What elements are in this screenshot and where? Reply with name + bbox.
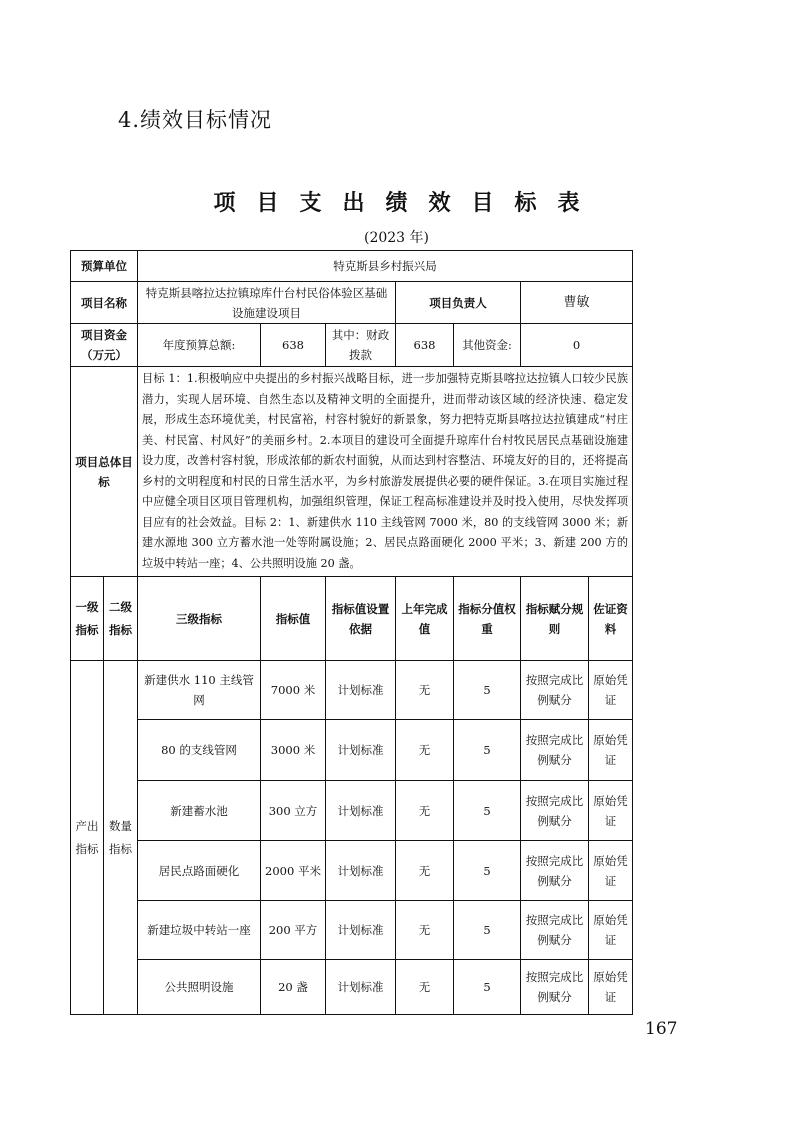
header-basis: 指标值设置依据 (326, 577, 396, 661)
budget-unit-label: 预算单位 (71, 251, 138, 282)
indicator-basis: 计划标准 (326, 661, 396, 720)
indicator-value: 3000 米 (261, 720, 326, 781)
fiscal-value: 638 (396, 324, 454, 367)
indicator-evidence: 原始凭证 (589, 781, 633, 841)
table-title: 项目支出绩效目标表 (213, 191, 601, 216)
table-row (71, 720, 633, 781)
indicator-weight: 5 (454, 720, 521, 781)
project-name-value: 特克斯县喀拉达拉镇琼库什台村民俗体验区基础设施建设项目 (138, 282, 396, 324)
indicator-name: 新建蓄水池 (138, 781, 261, 841)
goal-label: 项目总体目标 (71, 367, 138, 577)
indicator-weight: 5 (454, 661, 521, 720)
header-weight: 指标分值权重 (454, 577, 521, 661)
indicator-rule: 按照完成比例赋分 (521, 720, 589, 781)
annual-total-label: 年度预算总额: (138, 324, 261, 367)
indicator-name: 公共照明设施 (138, 960, 261, 1015)
indicator-name: 80 的支线管网 (138, 720, 261, 781)
indicator-evidence: 原始凭证 (589, 901, 633, 960)
budget-unit-row (71, 251, 633, 282)
indicator-rule: 按照完成比例赋分 (521, 960, 589, 1015)
indicator-last-year: 无 (396, 841, 454, 901)
table-row (71, 901, 633, 960)
indicator-basis: 计划标准 (326, 781, 396, 841)
indicator-rule: 按照完成比例赋分 (521, 661, 589, 720)
header-level2: 二级指标 (104, 577, 138, 661)
owner-label: 项目负责人 (396, 282, 521, 324)
indicator-last-year: 无 (396, 661, 454, 720)
indicator-last-year: 无 (396, 901, 454, 960)
indicator-evidence: 原始凭证 (589, 720, 633, 781)
indicator-value: 7000 米 (261, 661, 326, 720)
indicator-evidence: 原始凭证 (589, 661, 633, 720)
level1-value: 产出指标 (71, 661, 104, 1015)
indicator-basis: 计划标准 (326, 960, 396, 1015)
indicator-value: 300 立方 (261, 781, 326, 841)
indicator-value: 200 平方 (261, 901, 326, 960)
indicator-weight: 5 (454, 841, 521, 901)
indicator-last-year: 无 (396, 781, 454, 841)
header-evidence: 佐证资料 (589, 577, 633, 661)
fund-label: 项目资金（万元） (71, 324, 138, 367)
goal-text: 目标 1：1.积极响应中央提出的乡村振兴战略目标，进一步加强特克斯县喀拉达拉镇人口较少民族潜力，实现人居环境、自然生态以及精神文明的全面提升，进而带动该区域的经济快速、稳定发展，形成生态环境优美，村民富裕，村容村貌好的新景象，努力把特克斯县喀拉达拉镇建成“村庄美、村民富、村风好”的美丽乡村。2.本项目的建设可全面提升琼库什台村牧民居民点基础设施建设力度，改善村容村貌，形成浓郁的新农村面貌，从而达到村容整洁、环境友好的目的，还将提高乡村的文明程度和村民的日常生活水平，为乡村旅游发展提供必要的硬件保证。3.在项目实施过程中应健全项目区项目管理机构，加强组织管理，保证工程高标准建设并及时投入使用，尽快发挥项目应有的社会效益。目标 2：1、新建供水 110 主线管网 7000 米，80 的支线管网 3000 米；新建水源地 300 立方蓄水池一处等附属设施；2、居民点路面硬化 2000 平米；3、新建 200 方的垃圾中转站一座；4、公共照明设施 20 盏。 (138, 367, 633, 577)
indicator-rule: 按照完成比例赋分 (521, 781, 589, 841)
budget-unit-value: 特克斯县乡村振兴局 (138, 251, 633, 282)
indicator-weight: 5 (454, 781, 521, 841)
fund-row (71, 324, 633, 367)
project-name-label: 项目名称 (71, 282, 138, 324)
indicator-basis: 计划标准 (326, 841, 396, 901)
goal-row (71, 367, 633, 577)
indicator-rule: 按照完成比例赋分 (521, 901, 589, 960)
indicator-last-year: 无 (396, 960, 454, 1015)
fiscal-label: 其中：财政拨款 (326, 324, 396, 367)
page-number: 167 (645, 1019, 678, 1039)
indicator-name: 新建供水 110 主线管网 (138, 661, 261, 720)
indicator-evidence: 原始凭证 (589, 841, 633, 901)
table-row (71, 661, 633, 720)
indicator-evidence: 原始凭证 (589, 960, 633, 1015)
indicator-rule: 按照完成比例赋分 (521, 841, 589, 901)
indicator-weight: 5 (454, 960, 521, 1015)
header-rule: 指标赋分规则 (521, 577, 589, 661)
year-label: (2023 年) (363, 230, 429, 246)
indicator-value: 20 盏 (261, 960, 326, 1015)
header-row (71, 577, 633, 661)
indicator-weight: 5 (454, 901, 521, 960)
table-row (71, 781, 633, 841)
header-value: 指标值 (261, 577, 326, 661)
indicator-name: 居民点路面硬化 (138, 841, 261, 901)
indicator-name: 新建垃圾中转站一座 (138, 901, 261, 960)
other-value: 0 (521, 324, 633, 367)
indicator-basis: 计划标准 (326, 901, 396, 960)
indicator-last-year: 无 (396, 720, 454, 781)
owner-value: 曹敏 (521, 282, 633, 324)
header-last-year: 上年完成值 (396, 577, 454, 661)
table-row (71, 960, 633, 1015)
section-heading: 4.绩效目标情况 (118, 108, 273, 132)
project-name-row (71, 282, 633, 324)
level2-value: 数量指标 (104, 661, 138, 1015)
other-label: 其他资金: (454, 324, 521, 367)
table-row (71, 841, 633, 901)
indicator-value: 2000 平米 (261, 841, 326, 901)
indicator-basis: 计划标准 (326, 720, 396, 781)
header-level1: 一级指标 (71, 577, 104, 661)
annual-total-value: 638 (261, 324, 326, 367)
performance-target-table (70, 250, 633, 1015)
header-level3: 三级指标 (138, 577, 261, 661)
